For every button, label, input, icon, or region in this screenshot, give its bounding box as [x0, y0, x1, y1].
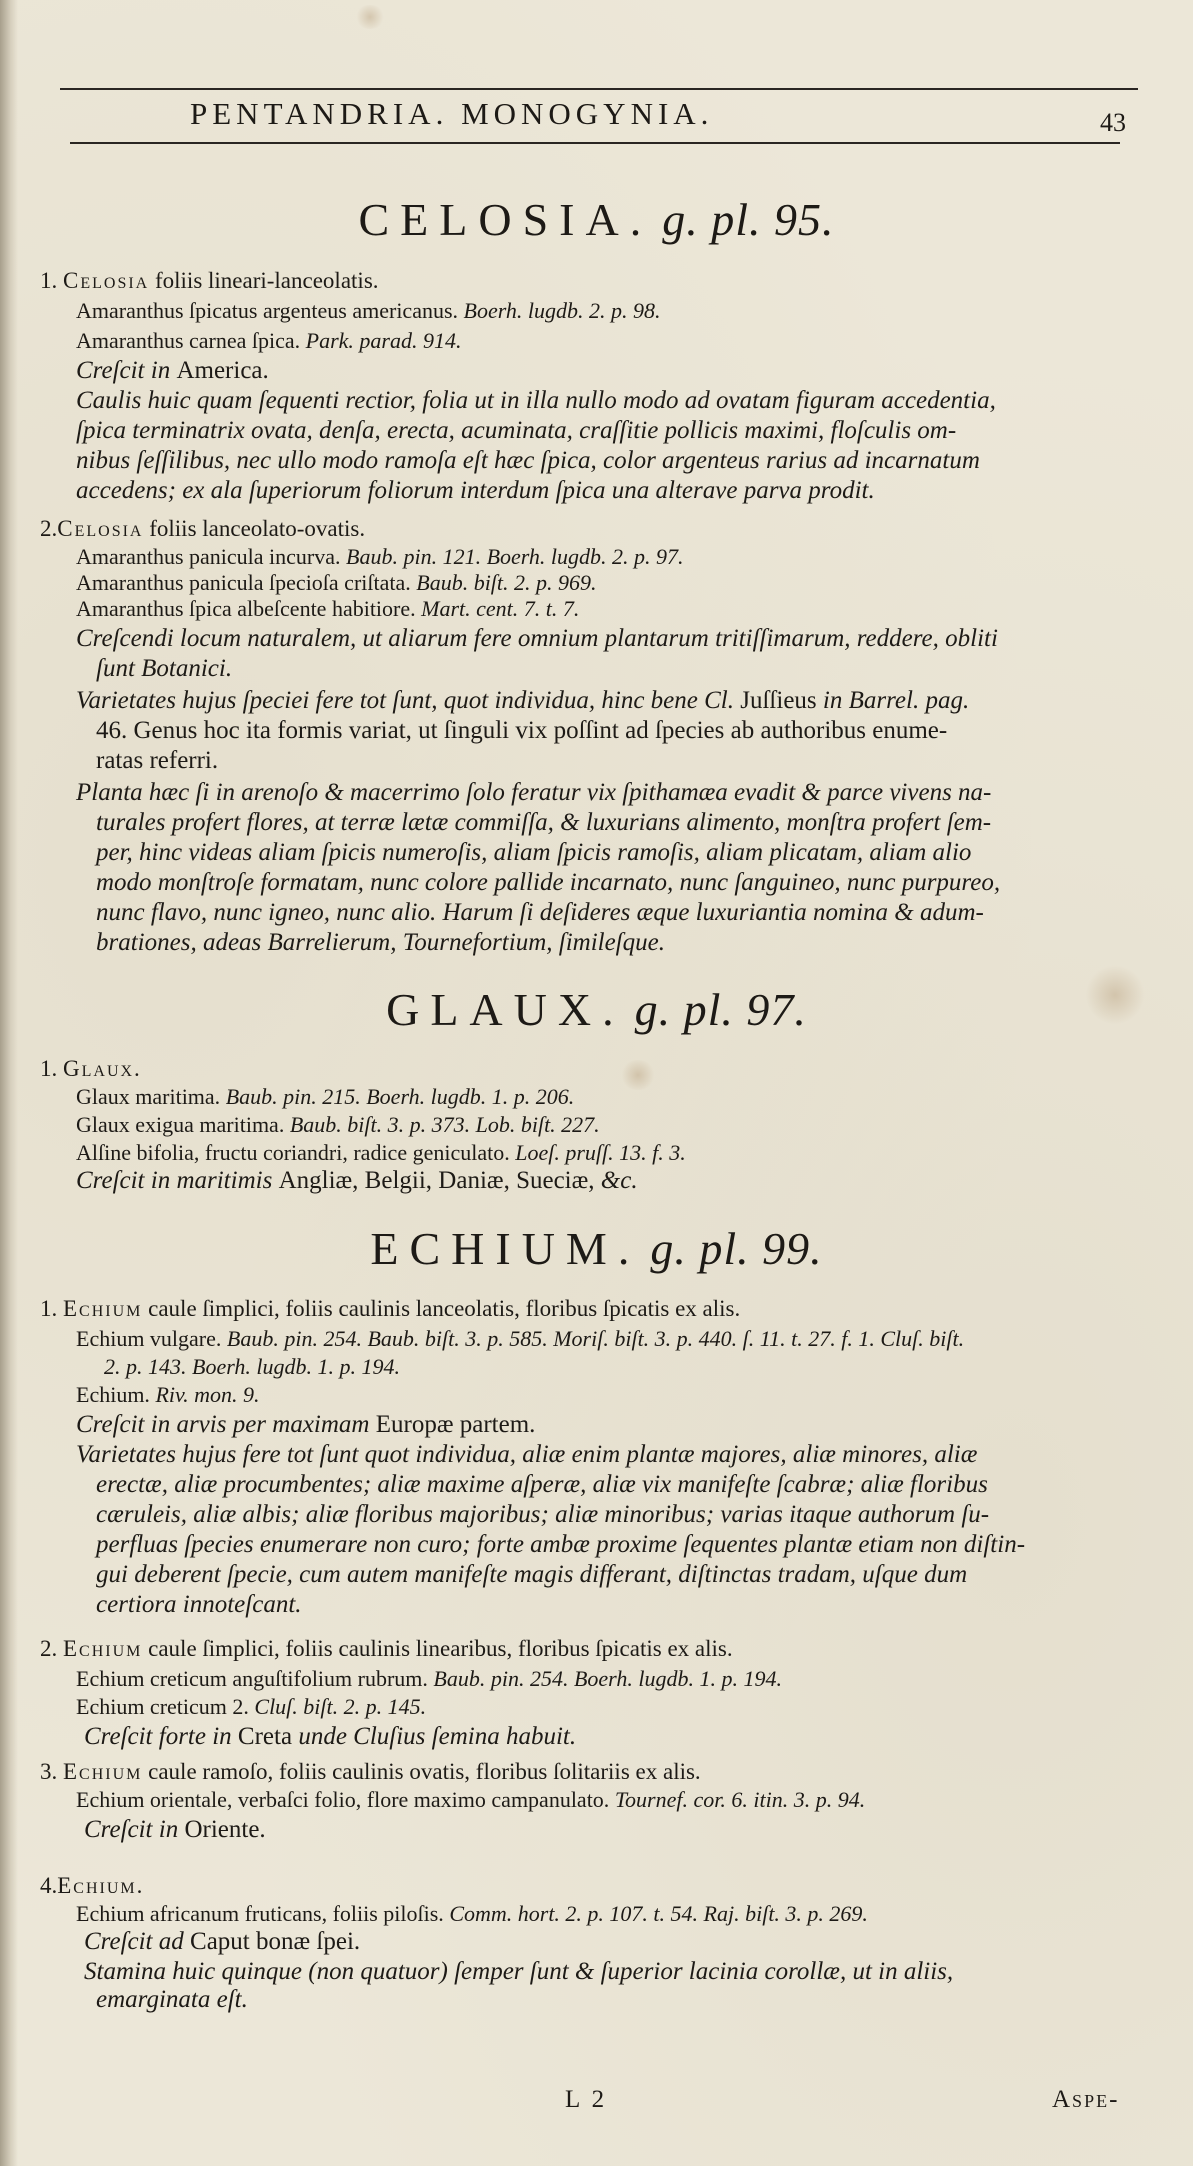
synonym-line: Alſine bifolia, fructu coriandri, radice geniculato. Loeſ. pruſſ. 13. f. 3.: [76, 1140, 686, 1165]
observation-line: per, hinc videas aliam ſpicis numeroſis, aliam ſpicis ramoſis, aliam plicatam, aliam alio: [96, 839, 972, 866]
habitat-line: Creſcit forte in Creta unde Cluſius ſemina habuit.: [84, 1723, 577, 1750]
running-head: PENTANDRIA. MONOGYNIA.: [190, 96, 714, 131]
genus-heading-echium: [0, 1222, 1193, 1275]
genus-name: GLAUX.: [386, 984, 625, 1035]
observation-line: Creſcendi locum naturalem, ut aliarum fere omnium plantarum tritiſſimarum, reddere, obliti: [76, 625, 998, 652]
habitat-line: Creſcit ad Caput bonæ ſpei.: [84, 1928, 361, 1955]
observation-line: Caulis huic quam ſequenti rectior, folia ut in illa nullo modo ad ovatam figuram accedentia,: [76, 387, 996, 414]
synonym-line: Echium creticum 2. Cluſ. biſt. 2. p. 145.: [76, 1694, 427, 1719]
genus-reference: g. pl. 95.: [662, 194, 835, 245]
observation-line: cæruleis, aliæ albis; aliæ floribus majoribus; aliæ minoribus; varias itaque authorum ſu-: [96, 1501, 990, 1528]
species-diagnosis: 1. Echium caule ſimplici, foliis caulinis lanceolatis, floribus ſpicatis ex alis.: [40, 1296, 741, 1321]
synonym-line: Amaranthus ſpica albeſcente habitiore. Mart. cent. 7. t. 7.: [76, 596, 580, 621]
synonym-line: Echium vulgare. Baub. pin. 254. Baub. biſt. 3. p. 585. Moriſ. biſt. 3. p. 440. ſ. 11. t. 27. f. 1. Cluſ. biſt.: [76, 1326, 965, 1351]
synonym-line: Echium africanum fruticans, foliis piloſis. Comm. hort. 2. p. 107. t. 54. Raj. biſt. 3. p. 269.: [76, 1901, 868, 1926]
observation-line: ratas referri.: [96, 747, 219, 774]
species-diagnosis: 1. Glaux.: [40, 1056, 142, 1081]
header-top-rule: [60, 88, 1138, 90]
genus-name: CELOSIA.: [358, 194, 653, 245]
species-diagnosis: 3. Echium caule ramoſo, foliis caulinis ovatis, floribus ſolitariis ex alis.: [40, 1759, 701, 1784]
header-bottom-rule: [70, 142, 1120, 144]
genus-name: ECHIUM.: [370, 1223, 641, 1274]
species-diagnosis: 2. Echium caule ſimplici, foliis caulinis linearibus, floribus ſpicatis ex alis.: [40, 1636, 733, 1661]
synonym-line: Amaranthus ſpicatus argenteus americanus. Boerh. lugdb. 2. p. 98.: [76, 298, 661, 323]
habitat-line: Creſcit in arvis per maximam Europæ partem.: [76, 1411, 536, 1438]
species-diagnosis: 4.Echium.: [40, 1873, 145, 1898]
observation-line: 46. Genus hoc ita formis variat, ut ſinguli vix poſſint ad ſpecies ab authoribus enume-: [96, 717, 948, 744]
observation-line: brationes, adeas Barrelierum, Tournefortium, ſimileſque.: [96, 929, 665, 956]
paper-stain: [355, 5, 385, 29]
page-gutter-shadow: [0, 0, 18, 2166]
habitat-line: Creſcit in Oriente.: [84, 1816, 266, 1843]
observation-line: gui deberent ſpecie, cum autem manifeſte magis differant, diſtinctas tradam, uſque dum: [96, 1561, 968, 1588]
synonym-line: Echium creticum anguſtifolium rubrum. Baub. pin. 254. Boerh. lugdb. 1. p. 194.: [76, 1666, 782, 1691]
signature-mark: L 2: [565, 2086, 608, 2113]
paper-stain: [620, 1060, 656, 1090]
page-number: 43: [1100, 108, 1126, 137]
observation-line: modo monſtroſe formatam, nunc colore pallide incarnato, nunc ſanguineo, nunc purpureo,: [96, 869, 1001, 896]
synonym-line: Amaranthus panicula incurva. Baub. pin. 121. Boerh. lugdb. 2. p. 97.: [76, 544, 684, 569]
observation-line: Varietates hujus fere tot ſunt quot individua, aliæ enim plantæ majores, aliæ minores, aliæ: [76, 1441, 978, 1468]
synonym-line: Glaux exigua maritima. Baub. biſt. 3. p. 373. Lob. biſt. 227.: [76, 1112, 600, 1137]
synonym-line-continued: 2. p. 143. Boerh. lugdb. 1. p. 194.: [104, 1354, 400, 1379]
genus-heading-celosia: [0, 193, 1193, 246]
observation-line: Planta hæc ſi in arenoſo & macerrimo ſolo feratur vix ſpithamæa evadit & parce vivens na-: [76, 779, 992, 806]
synonym-line: Amaranthus panicula ſpecioſa criſtata. Baub. biſt. 2. p. 969.: [76, 570, 597, 595]
observation-line: ſunt Botanici.: [96, 655, 233, 682]
observation-line: erectæ, aliæ procumbentes; aliæ maxime aſperæ, aliæ vix manifeſte ſcabræ; aliæ floribus: [96, 1471, 988, 1498]
synonym-line: Echium. Riv. mon. 9.: [76, 1382, 260, 1407]
observation-line: emarginata eſt.: [96, 1986, 248, 2013]
observation-line: Stamina huic quinque (non quatuor) ſemper ſunt & ſuperior lacinia corollæ, ut in aliis,: [84, 1958, 954, 1985]
observation-line: nunc flavo, nunc igneo, nunc alio. Harum ſi deſideres æque luxuriantia nomina & adum-: [96, 899, 984, 926]
observation-line: Varietates hujus ſpeciei fere tot ſunt, quot individua, hinc bene Cl. Juſſieus in Barrel. pag.: [76, 687, 970, 714]
synonym-line: Glaux maritima. Baub. pin. 215. Boerh. lugdb. 1. p. 206.: [76, 1084, 575, 1109]
observation-line: accedens; ex ala ſuperiorum foliorum interdum ſpica una alterave parva prodit.: [76, 477, 875, 504]
genus-heading-glaux: [0, 983, 1193, 1036]
catchword: Aspe-: [1052, 2086, 1120, 2113]
synonym-line: Amaranthus carnea ſpica. Park. parad. 914.: [76, 328, 462, 353]
synonym-line: Echium orientale, verbaſci folio, flore maximo campanulato. Tournef. cor. 6. itin. 3. p. 94.: [76, 1787, 866, 1812]
observation-line: perfluas ſpecies enumerare non curo; forte ambæ proxime ſequentes plantæ etiam non diſtin-: [96, 1531, 1026, 1558]
observation-line: certiora innoteſcant.: [96, 1591, 302, 1618]
species-diagnosis: 1. Celosia foliis lineari-lanceolatis.: [40, 268, 379, 293]
habitat-line: Creſcit in America.: [76, 357, 269, 384]
genus-reference: g. pl. 99.: [650, 1223, 823, 1274]
observation-line: turales profert flores, at terræ lætæ commiſſa, & luxurians alimento, monſtra profert ſem-: [96, 809, 992, 836]
observation-line: nibus ſeſſilibus, nec ullo modo ramoſa eſt hæc ſpica, color argenteus rarius ad incarnatum: [76, 447, 980, 474]
genus-reference: g. pl. 97.: [634, 984, 807, 1035]
species-diagnosis: 2.Celosia foliis lanceolato-ovatis.: [40, 516, 366, 541]
habitat-line: Creſcit in maritimis Angliæ, Belgii, Daniæ, Sueciæ, &c.: [76, 1167, 638, 1194]
observation-line: ſpica terminatrix ovata, denſa, erecta, acuminata, craſſitie pollicis maximi, floſculis om-: [76, 417, 957, 444]
